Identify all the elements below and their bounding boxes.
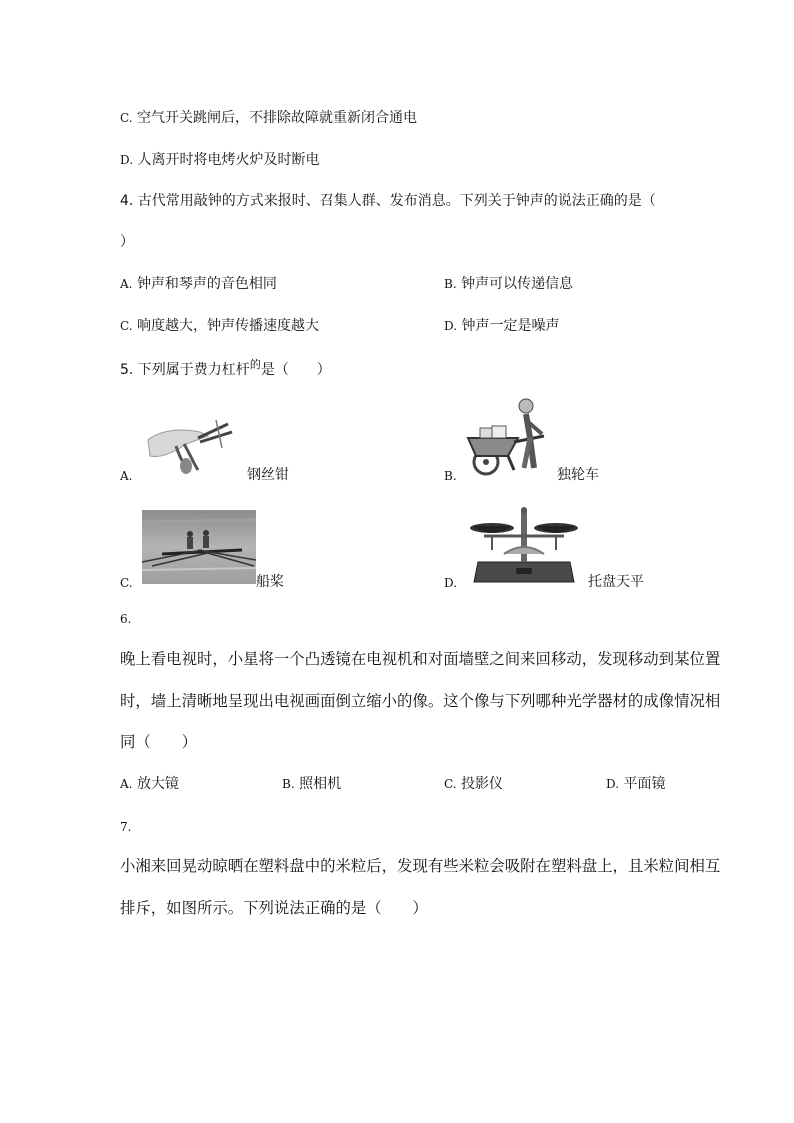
option-label: C. [120, 319, 133, 333]
q5-option-d-label: D. [444, 576, 458, 590]
q5-option-c-text: 船桨 [256, 574, 284, 590]
q4-stem: 4. 古代常用敲钟的方式来报时、召集人群、发布消息。下列关于钟声的说法正确的是（ [120, 193, 656, 209]
q5-stem [120, 358, 331, 380]
option-text: 响度越大，钟声传播速度越大 [137, 318, 320, 334]
rowing-boat-photo [142, 510, 256, 584]
option-label: D. [120, 153, 134, 167]
option-label: D. [606, 777, 620, 791]
balance-scale-image [464, 504, 584, 586]
q4-option-b [444, 275, 573, 293]
q5-stem-sup: 的 [249, 358, 261, 371]
q6-line3: 同（ ） [120, 733, 197, 751]
q4-option-a [120, 275, 277, 293]
pliers-image [140, 418, 240, 478]
option-text: 钟声和琴声的音色相同 [136, 276, 277, 292]
option-text: 钟声可以传递信息 [461, 276, 574, 292]
q6-line1: 晚上看电视时，小星将一个凸透镜在电视机和对面墙壁之间来回移动，发现移动到某位置 [120, 650, 721, 668]
option-text: 人离开时将电烤火炉及时断电 [137, 152, 320, 168]
q5-option-b-text: 独轮车 [557, 467, 599, 483]
option-text: 照相机 [299, 776, 342, 792]
option-text: 空气开关跳闸后，不排除故障就重新闭合通电 [137, 110, 418, 126]
q3-option-d [120, 151, 319, 169]
q6-option-d [606, 775, 665, 793]
option-label: D. [444, 319, 458, 333]
option-text: 投影仪 [461, 776, 504, 792]
option-label: A. [120, 777, 133, 791]
q7-line2: 排斥，如图所示。下列说法正确的是（ ） [120, 899, 428, 917]
q6-option-c [444, 775, 503, 793]
q4-option-d [444, 317, 559, 335]
q6-option-a [120, 775, 179, 793]
q6-option-b [282, 775, 341, 793]
option-text: 钟声一定是噪声 [461, 318, 560, 334]
q4-stem-end: ） [120, 234, 134, 250]
q6-line2: 时，墙上清晰地呈现出电视画面倒立缩小的像。这个像与下列哪种光学器材的成像情况相 [120, 692, 721, 710]
q4-option-c [120, 317, 319, 335]
q5-option-a-text: 钢丝钳 [247, 467, 289, 483]
option-text: 平面镜 [623, 776, 666, 792]
option-label: B. [282, 777, 295, 791]
q5-option-d-text: 托盘天平 [588, 574, 644, 590]
q7-number: 7. [120, 820, 132, 834]
q6-number: 6. [120, 612, 132, 626]
q5-option-a-label: A. [120, 469, 133, 483]
q5-stem-a: 5. 下列属于费力杠杆 [120, 362, 250, 378]
option-label: C. [444, 777, 457, 791]
q5-stem-b: 是（ ） [260, 362, 331, 378]
q5-option-b-label: B. [444, 469, 457, 483]
option-text: 放大镜 [136, 776, 179, 792]
q5-option-c-label: C. [120, 576, 133, 590]
option-label: A. [120, 277, 133, 291]
option-label: B. [444, 277, 457, 291]
q3-option-c [120, 109, 417, 127]
wheelbarrow-image [464, 398, 556, 478]
option-label: C. [120, 111, 133, 125]
q7-line1: 小湘来回晃动晾晒在塑料盘中的米粒后，发现有些米粒会吸附在塑料盘上，且米粒间相互 [120, 857, 721, 875]
